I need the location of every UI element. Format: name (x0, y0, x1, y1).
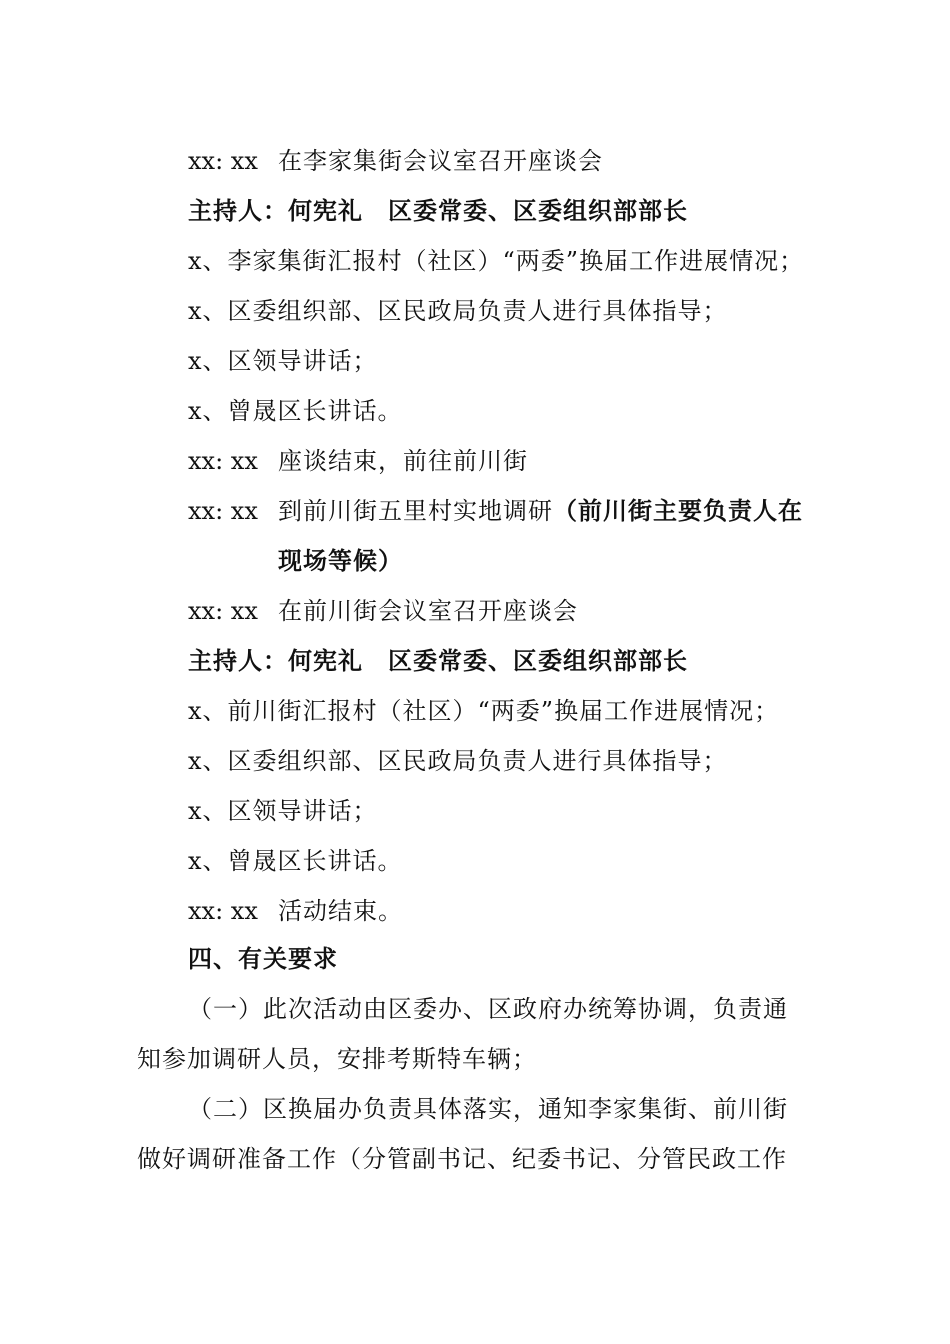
entry-text: 在前川街会议室召开座谈会 (278, 597, 578, 625)
agenda-item: x、区领导讲话； (188, 797, 378, 825)
schedule-entry-2 (188, 446, 528, 476)
entry-note-continued: 现场等候） (278, 547, 403, 575)
agenda-item: x、曾晟区长讲话。 (188, 397, 403, 425)
requirement-2-line-2: 做好调研准备工作（分管副书记、纪委书记、分管民政工作 (137, 1145, 787, 1173)
schedule-entry-5 (188, 896, 403, 926)
requirement-2-line-1: （二）区换届办负责具体落实，通知李家集街、前川街 (188, 1095, 788, 1123)
agenda-item: x、前川街汇报村（社区）“两委”换届工作进展情况； (188, 697, 780, 725)
host-line-2: 主持人：何宪礼 区委常委、区委组织部部长 (188, 647, 688, 675)
requirement-1-line-2: 知参加调研人员，安排考斯特车辆； (137, 1045, 537, 1073)
entry-time: xx: xx (188, 147, 258, 175)
agenda-item: x、李家集街汇报村（社区）“两委”换届工作进展情况； (188, 247, 805, 275)
entry-text: 座谈结束，前往前川街 (278, 447, 528, 475)
agenda-item: x、区委组织部、区民政局负责人进行具体指导； (188, 297, 728, 325)
host-line-1: 主持人：何宪礼 区委常委、区委组织部部长 (188, 197, 688, 225)
entry-note: （前川街主要负责人在 (553, 497, 803, 525)
entry-text: 到前川街五里村实地调研 (278, 497, 553, 525)
section-heading: 四、有关要求 (188, 945, 338, 973)
entry-time: xx: xx (188, 497, 258, 525)
entry-text: 在李家集街会议室召开座谈会 (278, 147, 603, 175)
entry-text: 活动结束。 (278, 897, 403, 925)
schedule-entry-1 (188, 146, 603, 176)
agenda-item: x、曾晟区长讲话。 (188, 847, 403, 875)
requirement-1-line-1: （一）此次活动由区委办、区政府办统筹协调，负责通 (188, 995, 788, 1023)
schedule-entry-4 (188, 596, 578, 626)
entry-time: xx: xx (188, 597, 258, 625)
entry-time: xx: xx (188, 447, 258, 475)
entry-time: xx: xx (188, 897, 258, 925)
agenda-item: x、区委组织部、区民政局负责人进行具体指导； (188, 747, 728, 775)
agenda-item: x、区领导讲话； (188, 347, 378, 375)
schedule-entry-3 (188, 496, 803, 526)
